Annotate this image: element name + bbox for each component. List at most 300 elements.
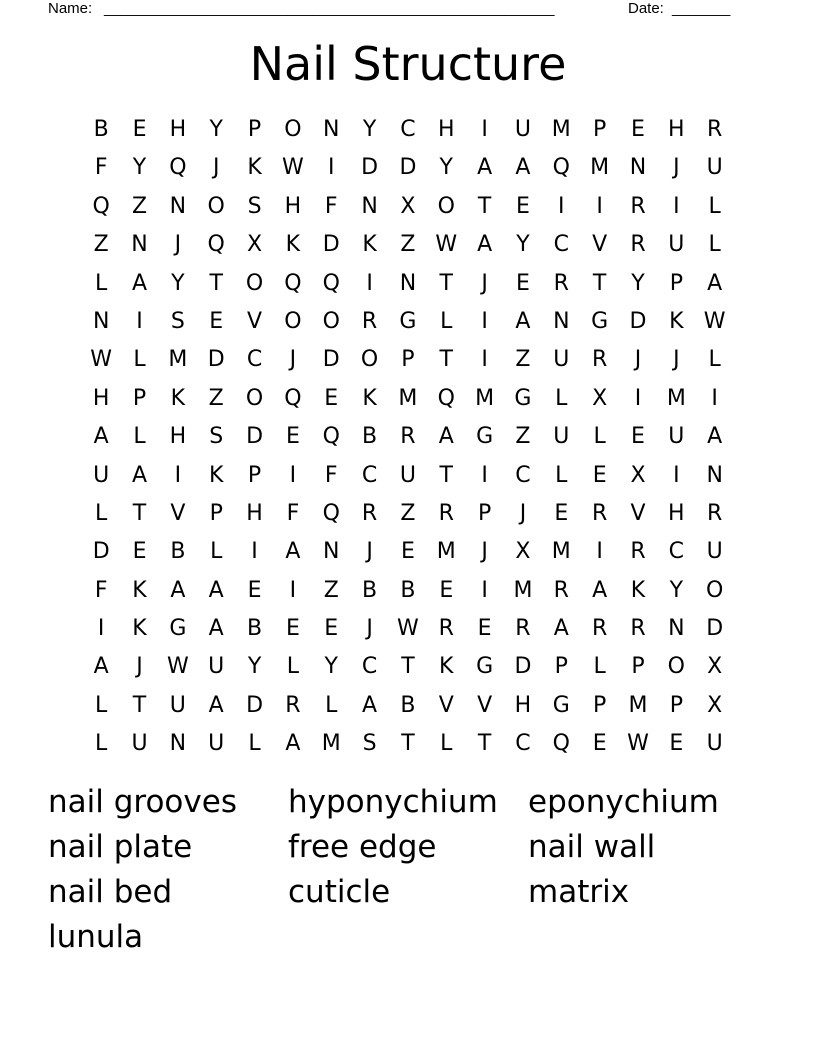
grid-letter[interactable]: B <box>247 616 263 642</box>
grid-letter[interactable]: A <box>131 462 148 488</box>
grid-letter[interactable]: U <box>514 117 531 142</box>
grid-letter[interactable]: Z <box>515 347 531 373</box>
grid-letter[interactable]: Z <box>400 232 416 258</box>
grid-letter[interactable]: E <box>324 385 339 411</box>
grid-letter[interactable]: M <box>628 692 648 718</box>
grid-letter[interactable]: Q <box>552 731 570 757</box>
grid-letter[interactable]: D <box>706 616 724 642</box>
grid-letter[interactable]: M <box>513 577 533 603</box>
grid-letter[interactable]: R <box>361 500 378 526</box>
grid-letter[interactable]: R <box>438 616 454 642</box>
grid-letter[interactable]: J <box>136 654 143 680</box>
grid-letter[interactable]: W <box>435 232 458 258</box>
grid-letter[interactable]: N <box>131 232 148 258</box>
grid-letter[interactable]: H <box>92 385 110 411</box>
grid-letter[interactable]: L <box>95 500 108 526</box>
grid-letter[interactable]: Z <box>515 424 531 450</box>
grid-letter[interactable]: F <box>286 500 300 526</box>
grid-letter[interactable]: L <box>210 539 223 565</box>
grid-letter[interactable]: P <box>593 117 607 142</box>
grid-letter[interactable]: L <box>708 347 721 373</box>
grid-letter[interactable]: Y <box>247 654 262 680</box>
grid-letter[interactable]: L <box>133 424 146 450</box>
grid-letter[interactable]: L <box>440 308 453 334</box>
grid-letter[interactable]: M <box>551 117 571 142</box>
grid-letter[interactable]: R <box>285 692 301 718</box>
grid-letter[interactable]: R <box>707 117 723 142</box>
grid-letter[interactable]: G <box>476 424 494 450</box>
grid-letter[interactable]: Y <box>324 654 338 680</box>
grid-letter[interactable]: I <box>289 577 297 603</box>
word-list-item: matrix <box>528 874 630 910</box>
grid-letter[interactable]: Z <box>400 500 416 526</box>
grid-letter[interactable]: A <box>170 577 186 603</box>
grid-letter[interactable]: O <box>360 347 379 373</box>
grid-letter[interactable]: R <box>630 616 646 642</box>
grid-letter[interactable]: B <box>170 539 186 565</box>
grid-letter[interactable]: I <box>97 616 105 642</box>
grid-letter[interactable]: V <box>592 232 608 258</box>
grid-letter[interactable]: T <box>209 270 223 296</box>
grid-letter[interactable]: Q <box>169 155 187 181</box>
grid-letter[interactable]: D <box>514 654 532 680</box>
grid-letter[interactable]: L <box>440 731 453 757</box>
grid-letter[interactable]: Q <box>284 270 302 296</box>
grid-letter[interactable]: K <box>247 155 262 181</box>
grid-letter[interactable]: I <box>289 462 297 488</box>
grid-letter[interactable]: A <box>515 155 531 181</box>
word-list-item: eponychium <box>528 784 719 820</box>
grid-letter[interactable]: B <box>362 577 378 603</box>
grid-letter[interactable]: E <box>477 616 492 642</box>
worksheet-header <box>48 0 748 20</box>
grid-letter[interactable]: U <box>169 692 186 718</box>
grid-letter[interactable]: C <box>361 654 378 680</box>
grid-letter[interactable]: P <box>669 270 683 296</box>
grid-letter[interactable]: E <box>324 616 339 642</box>
grid-letter[interactable]: Q <box>552 155 570 181</box>
grid-letter[interactable]: V <box>630 500 646 526</box>
grid-letter[interactable]: V <box>247 308 263 334</box>
grid-letter[interactable]: X <box>247 232 263 258</box>
grid-letter[interactable]: Y <box>669 577 684 603</box>
grid-letter[interactable]: T <box>592 270 607 296</box>
grid-letter[interactable]: L <box>325 692 338 718</box>
grid-letter[interactable]: R <box>591 347 608 373</box>
grid-letter[interactable]: J <box>634 347 642 373</box>
grid-letter[interactable]: I <box>481 117 488 142</box>
grid-letter[interactable]: A <box>208 577 224 603</box>
grid-letter[interactable]: M <box>398 385 418 411</box>
grid-letter[interactable]: D <box>207 347 225 373</box>
grid-letter[interactable]: C <box>361 462 378 488</box>
grid-letter[interactable]: A <box>438 424 454 450</box>
grid-letter[interactable]: B <box>400 577 416 603</box>
grid-letter[interactable]: Y <box>132 155 147 181</box>
grid-letter[interactable]: J <box>519 500 527 526</box>
grid-letter[interactable]: F <box>94 155 108 181</box>
grid-letter[interactable]: Y <box>209 117 223 142</box>
grid-letter[interactable]: Y <box>631 270 645 296</box>
grid-letter[interactable]: R <box>553 577 569 603</box>
grid-letter[interactable]: U <box>553 347 570 373</box>
grid-letter[interactable]: I <box>481 577 488 603</box>
grid-letter[interactable]: F <box>94 577 108 603</box>
grid-letter[interactable]: I <box>366 270 373 296</box>
grid-letter[interactable]: B <box>362 424 378 450</box>
grid-letter[interactable]: G <box>591 308 609 334</box>
grid-letter[interactable]: A <box>362 692 378 718</box>
date-field[interactable]: _______ <box>672 0 731 17</box>
grid-letter[interactable]: H <box>668 117 685 142</box>
grid-letter[interactable]: U <box>131 731 148 757</box>
grid-letter[interactable]: P <box>247 462 262 488</box>
grid-letter[interactable]: J <box>366 539 373 565</box>
grid-letter[interactable]: V <box>477 692 493 718</box>
grid-letter[interactable]: Z <box>208 385 224 411</box>
grid-letter[interactable]: M <box>590 155 610 181</box>
grid-letter[interactable]: A <box>131 270 148 296</box>
grid-letter[interactable]: U <box>93 462 110 488</box>
grid-letter[interactable]: Z <box>323 577 339 603</box>
grid-letter[interactable]: O <box>207 193 225 219</box>
grid-letter[interactable]: Q <box>284 385 302 411</box>
grid-letter[interactable]: R <box>438 500 454 526</box>
grid-letter[interactable]: U <box>668 424 685 450</box>
grid-letter[interactable]: X <box>630 462 646 488</box>
grid-letter[interactable]: W <box>703 308 726 334</box>
grid-letter[interactable]: G <box>514 385 532 411</box>
grid-letter[interactable]: E <box>285 424 300 450</box>
grid-letter[interactable]: I <box>673 462 680 488</box>
grid-letter[interactable]: D <box>246 424 264 450</box>
grid-letter[interactable]: I <box>327 155 335 181</box>
grid-letter[interactable]: J <box>366 616 373 642</box>
grid-letter[interactable]: R <box>591 616 608 642</box>
grid-letter[interactable]: J <box>289 347 297 373</box>
grid-letter[interactable]: X <box>707 654 723 680</box>
grid-letter[interactable]: I <box>673 193 680 219</box>
grid-letter[interactable]: L <box>133 347 146 373</box>
grid-letter[interactable]: N <box>668 616 685 642</box>
grid-letter[interactable]: K <box>630 577 646 603</box>
grid-letter[interactable]: N <box>553 308 570 334</box>
grid-letter[interactable]: E <box>631 424 645 450</box>
grid-letter[interactable]: E <box>669 731 684 757</box>
grid-letter[interactable]: R <box>630 232 646 258</box>
grid-letter[interactable]: L <box>95 692 108 718</box>
grid-letter[interactable]: S <box>209 424 224 450</box>
grid-letter[interactable]: N <box>169 193 187 219</box>
grid-letter[interactable]: F <box>324 193 338 219</box>
grid-letter[interactable]: D <box>322 232 340 258</box>
grid-letter[interactable]: L <box>555 462 568 488</box>
grid-letter[interactable]: L <box>555 385 568 411</box>
grid-letter[interactable]: Y <box>439 155 453 181</box>
grid-letter[interactable]: K <box>132 577 147 603</box>
grid-letter[interactable]: D <box>246 692 264 718</box>
grid-letter[interactable]: D <box>322 347 340 373</box>
grid-letter[interactable]: U <box>706 155 723 181</box>
grid-letter[interactable]: F <box>324 462 338 488</box>
grid-letter[interactable]: U <box>208 654 225 680</box>
grid-letter[interactable]: J <box>481 270 488 296</box>
grid-letter[interactable]: U <box>668 232 685 258</box>
grid-letter[interactable]: Q <box>322 500 340 526</box>
grid-letter[interactable]: H <box>668 500 685 526</box>
grid-letter[interactable]: R <box>400 424 416 450</box>
grid-letter[interactable]: A <box>515 308 531 334</box>
grid-letter[interactable]: E <box>554 500 569 526</box>
grid-letter[interactable]: L <box>708 193 721 219</box>
grid-letter[interactable]: J <box>673 347 680 373</box>
grid-letter[interactable]: K <box>362 385 377 411</box>
grid-letter[interactable]: N <box>323 117 340 142</box>
grid-letter[interactable]: O <box>667 654 685 680</box>
grid-letter[interactable]: M <box>321 731 341 757</box>
grid-letter[interactable]: A <box>707 424 723 450</box>
grid-letter[interactable]: W <box>166 654 189 680</box>
grid-letter[interactable]: X <box>707 692 723 718</box>
grid-letter[interactable]: O <box>437 193 455 219</box>
grid-letter[interactable]: O <box>322 308 340 334</box>
grid-letter[interactable]: C <box>515 731 531 757</box>
grid-letter[interactable]: B <box>400 692 416 718</box>
grid-letter[interactable]: Q <box>92 193 110 219</box>
grid-letter[interactable]: L <box>593 654 606 680</box>
grid-letter[interactable]: E <box>132 117 147 142</box>
grid-letter[interactable]: T <box>439 347 453 373</box>
grid-letter[interactable]: T <box>401 654 415 680</box>
grid-letter[interactable]: X <box>515 539 531 565</box>
grid-letter[interactable]: H <box>169 117 187 142</box>
grid-letter[interactable]: L <box>248 731 261 757</box>
grid-letter[interactable]: Q <box>322 270 340 296</box>
grid-letter[interactable]: P <box>209 500 223 526</box>
grid-letter[interactable]: R <box>361 308 378 334</box>
grid-letter[interactable]: A <box>477 155 493 181</box>
grid-letter[interactable]: K <box>208 462 224 488</box>
grid-letter[interactable]: I <box>596 539 603 565</box>
grid-letter[interactable]: I <box>481 347 488 373</box>
grid-letter[interactable]: I <box>596 193 603 219</box>
grid-letter[interactable]: M <box>168 347 188 373</box>
grid-letter[interactable]: P <box>247 117 262 142</box>
grid-letter[interactable]: H <box>514 692 532 718</box>
grid-letter[interactable]: W <box>627 731 649 757</box>
grid-letter[interactable]: T <box>132 692 147 718</box>
grid-letter[interactable]: Y <box>516 232 530 258</box>
grid-letter[interactable]: O <box>284 308 302 334</box>
grid-letter[interactable]: Z <box>131 193 148 219</box>
grid-letter[interactable]: I <box>174 462 182 488</box>
grid-letter[interactable]: W <box>282 155 304 181</box>
grid-letter[interactable]: X <box>400 193 416 219</box>
grid-letter[interactable]: W <box>90 347 113 373</box>
grid-letter[interactable]: Q <box>437 385 455 411</box>
grid-letter[interactable]: Y <box>362 117 377 142</box>
grid-letter[interactable]: C <box>246 347 263 373</box>
grid-letter[interactable]: P <box>631 654 645 680</box>
grid-letter[interactable]: D <box>399 155 417 181</box>
grid-letter[interactable]: I <box>558 193 565 219</box>
grid-letter[interactable]: R <box>630 193 646 219</box>
grid-letter[interactable]: U <box>706 539 723 565</box>
grid-letter[interactable]: K <box>132 616 147 642</box>
grid-letter[interactable]: X <box>592 385 608 411</box>
grid-letter[interactable]: E <box>132 539 147 565</box>
grid-letter[interactable]: N <box>629 155 647 181</box>
grid-letter[interactable]: C <box>668 539 685 565</box>
grid-letter[interactable]: G <box>476 654 494 680</box>
grid-letter[interactable]: A <box>285 539 301 565</box>
grid-letter[interactable]: O <box>245 385 264 411</box>
grid-letter[interactable]: K <box>170 385 186 411</box>
grid-letter[interactable]: P <box>669 692 683 718</box>
name-field[interactable]: ______________________________________________________ <box>104 0 555 17</box>
grid-letter[interactable]: D <box>629 308 647 334</box>
grid-letter[interactable]: T <box>439 462 453 488</box>
grid-letter[interactable]: A <box>93 424 109 450</box>
grid-letter[interactable]: D <box>92 539 110 565</box>
grid-letter[interactable]: G <box>399 308 417 334</box>
grid-letter[interactable]: I <box>136 308 143 334</box>
grid-letter[interactable]: N <box>706 462 723 488</box>
grid-letter[interactable]: A <box>477 232 493 258</box>
grid-letter[interactable]: T <box>439 270 453 296</box>
grid-letter[interactable]: U <box>553 424 570 450</box>
grid-letter[interactable]: U <box>208 731 225 757</box>
grid-row <box>82 418 734 456</box>
grid-letter[interactable]: A <box>208 692 224 718</box>
grid-letter[interactable]: M <box>666 385 686 411</box>
grid-letter[interactable]: O <box>245 270 264 296</box>
grid-letter[interactable]: I <box>481 462 488 488</box>
grid-letter[interactable]: E <box>516 193 530 219</box>
grid-letter[interactable]: J <box>212 155 220 181</box>
grid-letter[interactable]: G <box>169 616 187 642</box>
grid-letter[interactable]: S <box>170 308 185 334</box>
grid-letter[interactable]: A <box>208 616 224 642</box>
grid-letter[interactable]: Q <box>322 424 340 450</box>
grid-letter[interactable]: M <box>551 539 571 565</box>
grid-letter[interactable]: R <box>515 616 531 642</box>
grid-letter[interactable]: L <box>95 731 108 757</box>
grid-letter[interactable]: N <box>399 270 417 296</box>
grid-letter[interactable]: U <box>706 731 723 757</box>
grid-letter[interactable]: H <box>246 500 263 526</box>
date-label: Date: <box>628 0 664 17</box>
grid-letter[interactable]: T <box>401 731 415 757</box>
grid-letter[interactable]: P <box>401 347 415 373</box>
grid-letter[interactable]: L <box>95 270 108 296</box>
grid-letter[interactable]: E <box>400 539 415 565</box>
grid-row <box>82 303 734 341</box>
grid-letter[interactable]: I <box>711 385 718 411</box>
grid-letter[interactable]: N <box>361 193 378 219</box>
grid-row <box>82 572 734 610</box>
grid-letter[interactable]: A <box>592 577 608 603</box>
grid-letter[interactable]: T <box>477 731 492 757</box>
grid-letter[interactable]: J <box>673 155 680 181</box>
grid-letter[interactable]: P <box>132 385 147 411</box>
grid-letter[interactable]: O <box>706 577 724 603</box>
grid-letter[interactable]: A <box>285 731 301 757</box>
grid-letter[interactable]: E <box>285 616 300 642</box>
grid-letter[interactable]: G <box>552 692 570 718</box>
grid-letter[interactable]: E <box>592 731 607 757</box>
grid-letter[interactable]: Q <box>207 232 225 258</box>
grid-letter[interactable]: K <box>669 308 684 334</box>
grid-letter[interactable]: H <box>437 117 455 142</box>
grid-letter[interactable]: R <box>553 270 569 296</box>
grid-letter[interactable]: V <box>170 500 186 526</box>
grid-letter[interactable]: E <box>439 577 454 603</box>
grid-letter[interactable]: K <box>439 654 454 680</box>
grid-letter[interactable]: R <box>591 500 608 526</box>
grid-letter[interactable]: C <box>400 117 416 142</box>
grid-letter[interactable]: K <box>362 232 377 258</box>
grid-letter[interactable]: N <box>323 539 340 565</box>
grid-letter[interactable]: A <box>707 270 723 296</box>
grid-letter[interactable]: L <box>286 654 300 680</box>
grid-letter[interactable]: P <box>554 654 568 680</box>
grid-letter[interactable]: M <box>436 539 456 565</box>
grid-letter[interactable]: S <box>362 731 377 757</box>
grid-letter[interactable]: T <box>132 500 147 526</box>
grid-letter[interactable]: A <box>93 654 109 680</box>
grid-letter[interactable]: I <box>251 539 258 565</box>
grid-letter[interactable]: D <box>361 155 379 181</box>
grid-letter[interactable]: E <box>592 462 607 488</box>
word-list-item: lunula <box>48 919 144 955</box>
grid-letter[interactable]: J <box>481 539 488 565</box>
grid-letter[interactable]: B <box>93 117 109 142</box>
grid-letter[interactable]: N <box>169 731 187 757</box>
grid-letter[interactable]: K <box>285 232 301 258</box>
grid-letter[interactable]: W <box>397 616 419 642</box>
grid-letter[interactable]: M <box>475 385 495 411</box>
grid-letter[interactable]: I <box>481 308 488 334</box>
grid-letter[interactable]: A <box>553 616 569 642</box>
grid-row <box>82 149 734 187</box>
grid-letter[interactable]: I <box>634 385 642 411</box>
grid-letter[interactable]: U <box>399 462 416 488</box>
grid-letter[interactable]: E <box>516 270 530 296</box>
grid-letter[interactable]: N <box>92 308 110 334</box>
grid-letter[interactable]: V <box>438 692 454 718</box>
grid-letter[interactable]: R <box>630 539 646 565</box>
grid-letter[interactable]: H <box>169 424 187 450</box>
grid-letter[interactable]: C <box>515 462 531 488</box>
grid-letter[interactable]: L <box>708 232 721 258</box>
grid-letter[interactable]: E <box>209 308 224 334</box>
grid-letter[interactable]: C <box>553 232 569 258</box>
grid-letter[interactable]: E <box>247 577 262 603</box>
grid-letter[interactable]: P <box>593 692 607 718</box>
grid-letter[interactable]: T <box>477 193 492 219</box>
grid-letter[interactable]: S <box>247 193 262 219</box>
grid-letter[interactable]: L <box>593 424 606 450</box>
grid-letter[interactable]: E <box>631 117 645 142</box>
grid-letter[interactable]: O <box>284 117 302 142</box>
grid-letter[interactable]: P <box>477 500 492 526</box>
grid-letter[interactable]: R <box>707 500 723 526</box>
grid-letter[interactable]: H <box>284 193 302 219</box>
grid-letter[interactable]: J <box>174 232 182 258</box>
grid-letter[interactable]: Z <box>93 232 109 258</box>
grid-letter[interactable]: Y <box>171 270 185 296</box>
